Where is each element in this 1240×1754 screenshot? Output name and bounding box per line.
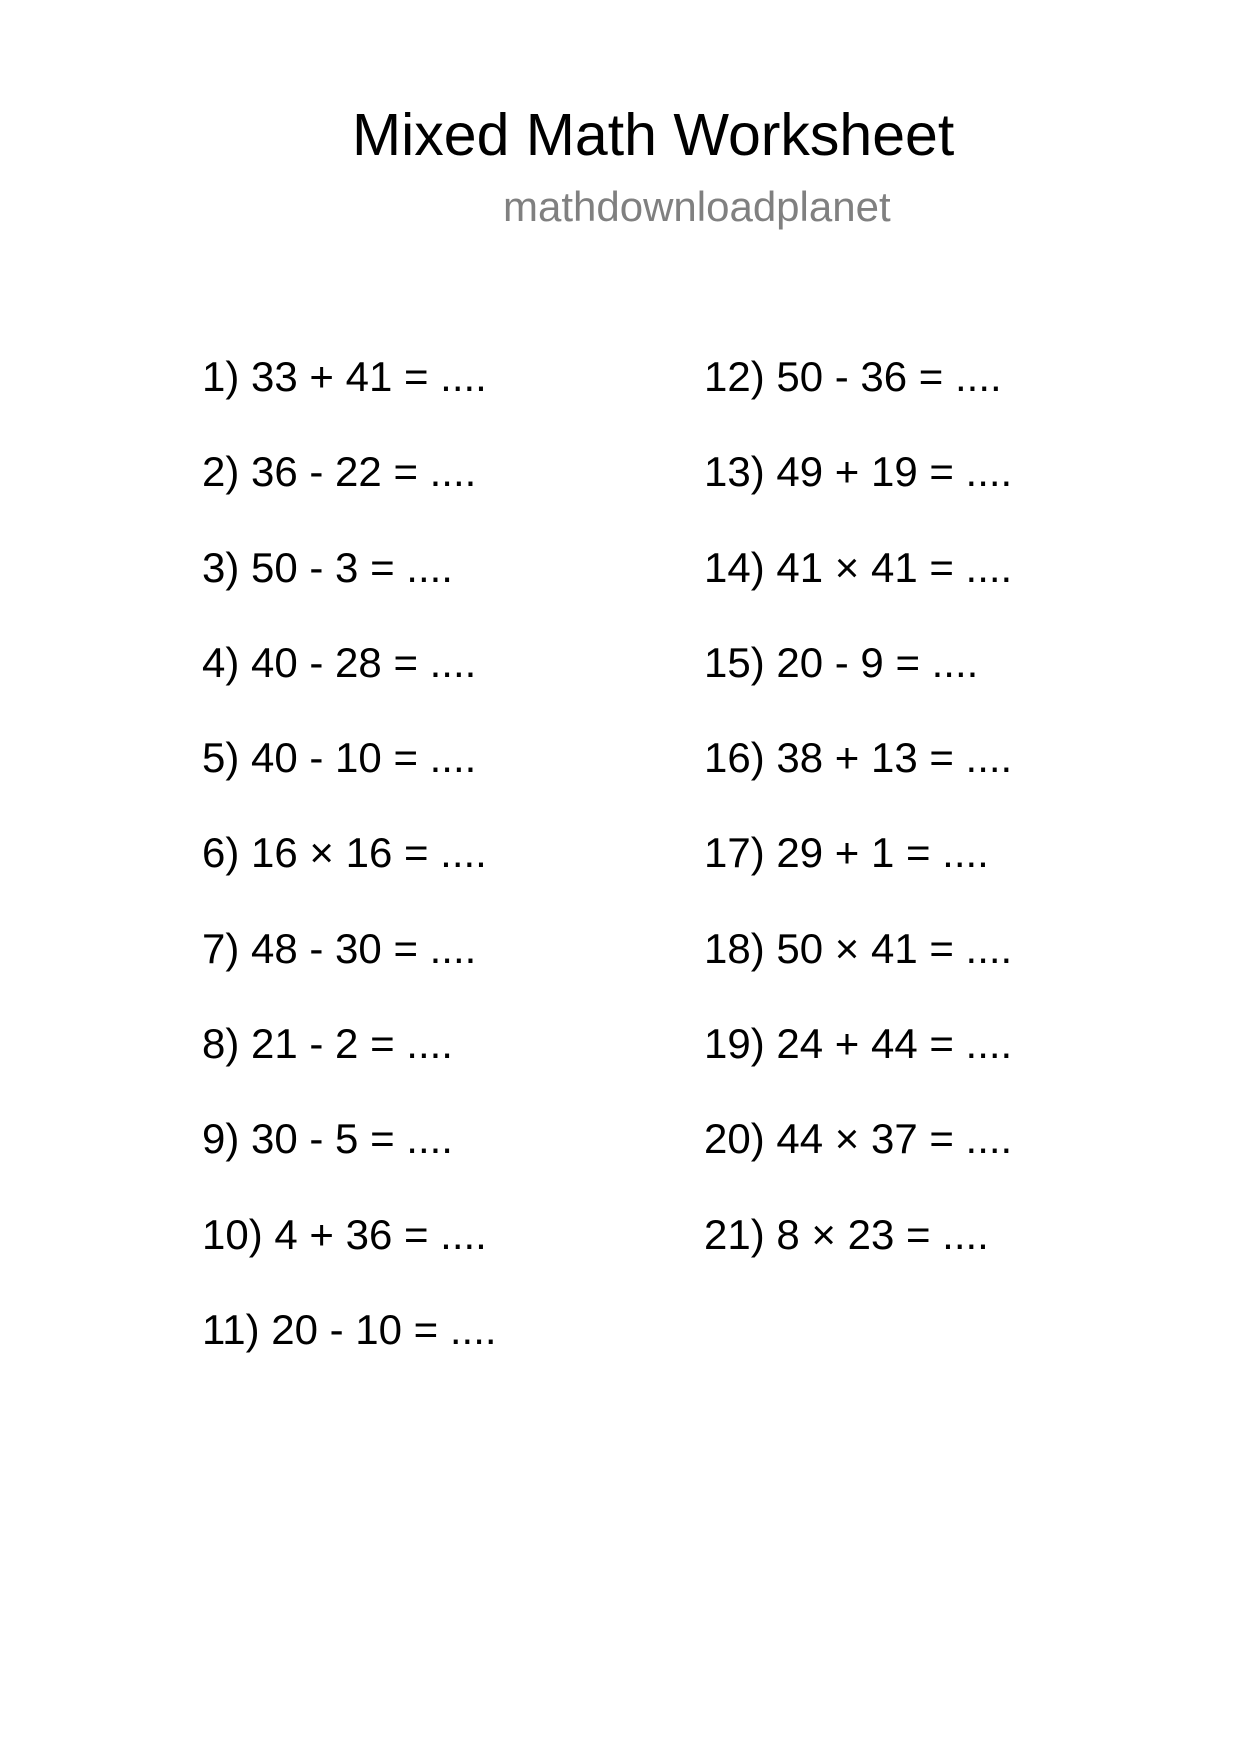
problems-left-column — [202, 349, 497, 1397]
math-problem: 2) 36 - 22 = .... — [202, 448, 477, 496]
math-problem: 12) 50 - 36 = .... — [704, 353, 1002, 400]
math-problem: 18) 50 × 41 = .... — [704, 924, 1013, 972]
math-problem: 11) 20 - 10 = .... — [202, 1305, 497, 1353]
math-problem: 9) 30 - 5 = .... — [202, 1115, 453, 1163]
math-problem: 20) 44 × 37 = .... — [704, 1115, 1013, 1163]
math-problem: 5) 40 - 10 = .... — [202, 734, 477, 782]
math-problem: 4) 40 - 28 = .... — [202, 638, 477, 686]
math-problem: 17) 29 + 1 = .... — [704, 829, 989, 877]
math-problem: 6) 16 × 16 = .... — [202, 829, 487, 877]
worksheet-source: mathdownloadplanet — [503, 183, 891, 230]
math-problem: 8) 21 - 2 = .... — [202, 1020, 453, 1068]
worksheet-title: Mixed Math Worksheet — [352, 102, 955, 168]
math-problem: 1) 33 + 41 = .... — [202, 353, 487, 400]
math-problem: 3) 50 - 3 = .... — [202, 543, 453, 591]
problems-right-column — [704, 349, 1012, 1302]
math-problem: 21) 8 × 23 = .... — [704, 1210, 989, 1258]
math-problem: 13) 49 + 19 = .... — [704, 448, 1013, 496]
math-problem: 7) 48 - 30 = .... — [202, 924, 477, 972]
math-problem: 14) 41 × 41 = .... — [704, 543, 1013, 591]
math-problem: 16) 38 + 13 = .... — [704, 734, 1013, 782]
math-problem: 15) 20 - 9 = .... — [704, 638, 979, 686]
math-problem: 19) 24 + 44 = .... — [704, 1020, 1013, 1068]
math-problem: 10) 4 + 36 = .... — [202, 1210, 487, 1258]
